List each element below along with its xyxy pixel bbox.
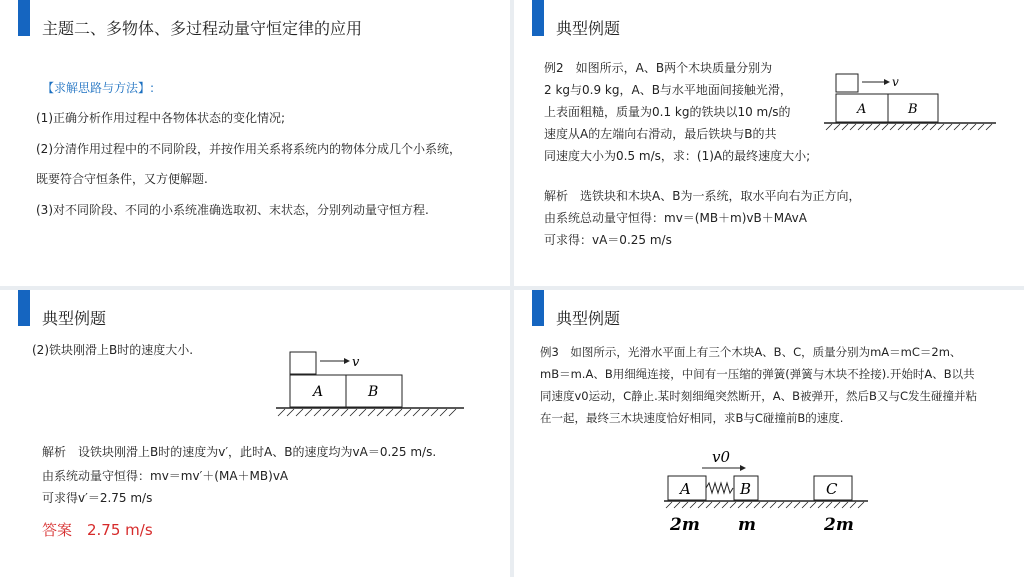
iron-block <box>290 352 316 374</box>
slide-title: 典型例题 <box>42 309 107 328</box>
problem-line: 同速度v0运动，C静止.某时刻细绳突然断开，A、B被弹开，然后B又与C发生碰撞并粘 <box>540 389 977 403</box>
solution-line: 可求得：vA＝0.25 m/s <box>544 233 672 247</box>
spring <box>706 483 733 493</box>
problem-line: 例3 如图所示，光滑水平面上有三个木块A、B、C，质量分别为mA＝mC＝2m、 <box>540 345 962 359</box>
arrow-head <box>740 465 746 471</box>
arrow-head <box>884 79 890 85</box>
problem-line: 例2 如图所示，A、B两个木块质量分别为 <box>544 61 773 75</box>
problem-line: 速度从A的左端向右滑动，最后铁块与B的共 <box>544 127 777 141</box>
block-a-label: A <box>313 384 324 400</box>
block-b-label: B <box>740 480 752 498</box>
mass-b-label: m <box>738 515 756 535</box>
answer-line: 答案 2.75 m/s <box>42 521 153 539</box>
mass-a-label: 2m <box>670 515 700 535</box>
solution-line: 由系统总动量守恒得：mv＝(MB＋m)vB＋MAvA <box>544 211 807 225</box>
slide-panel-example2-part2 <box>0 290 510 577</box>
solution-line: 可求得v′＝2.75 m/s <box>42 491 153 505</box>
problem-line: mB＝m.A、B用细绳连接，中间有一压缩的弹簧(弹簧与木块不拴接).开始时A、B以共 <box>540 367 975 381</box>
problem-line: 同速度大小为0.5 m/s，求：(1)A的最终速度大小; <box>544 149 811 163</box>
mass-c-label: 2m <box>824 515 854 535</box>
slide-title: 典型例题 <box>556 19 621 38</box>
block-diagram <box>820 66 1000 136</box>
accent-bar <box>18 0 30 36</box>
problem-line: 2 kg与0.9 kg，A、B与水平地面间接触光滑， <box>544 83 792 97</box>
solution-line: 由系统动量守恒得：mv＝mv′＋(MA＋MB)vA <box>42 469 289 483</box>
accent-bar <box>532 290 544 326</box>
block-c-label: C <box>826 480 838 498</box>
slide-panel-example2 <box>514 0 1024 286</box>
block-diagram <box>272 346 468 422</box>
accent-bar <box>532 0 544 36</box>
ground-hatch <box>826 124 992 130</box>
iron-block <box>836 74 858 92</box>
slide-title: 主题二、多物体、多过程动量守恒定律的应用 <box>42 19 363 38</box>
method-line: (1)正确分析作用过程中各物体状态的变化情况; <box>36 111 286 125</box>
velocity-label: v0 <box>712 448 731 466</box>
velocity-label: v <box>892 75 899 89</box>
ground-hatch <box>278 409 456 416</box>
solution-line: 解析 选铁块和木块A、B为一系统，取水平向右为正方向， <box>544 189 861 203</box>
block-b-label: B <box>368 384 379 400</box>
problem-line: 上表面粗糙，质量为0.1 kg的铁块以10 m/s的 <box>544 105 791 119</box>
problem-line: 在一起，最终三木块速度恰好相同，求B与C碰撞前B的速度. <box>540 411 844 425</box>
slide-title: 典型例题 <box>556 309 621 328</box>
solution-line: 解析 设铁块刚滑上B时的速度为v′，此时A、B的速度均为vA＝0.25 m/s. <box>42 445 437 459</box>
method-line: (2)分清作用过程中的不同阶段，并按作用关系将系统内的物体分成几个小系统， <box>36 142 462 156</box>
question-line: (2)铁块刚滑上B时的速度大小. <box>32 343 194 357</box>
method-label: 【求解思路与方法】: <box>42 81 155 95</box>
arrow-head <box>344 358 350 364</box>
slide-panel-method <box>0 0 510 286</box>
block-a-label: A <box>680 480 691 498</box>
three-block-diagram <box>662 446 874 538</box>
accent-bar <box>18 290 30 326</box>
velocity-label: v <box>352 355 360 370</box>
block-b-label: B <box>908 102 918 117</box>
block-a-label: A <box>857 102 867 117</box>
method-line: (3)对不同阶段、不同的小系统准确选取初、末状态，分别列动量守恒方程. <box>36 203 429 217</box>
slide-panel-example3 <box>514 290 1024 577</box>
ground-hatch <box>666 502 864 508</box>
method-line: 既要符合守恒条件，又方便解题. <box>36 172 208 186</box>
